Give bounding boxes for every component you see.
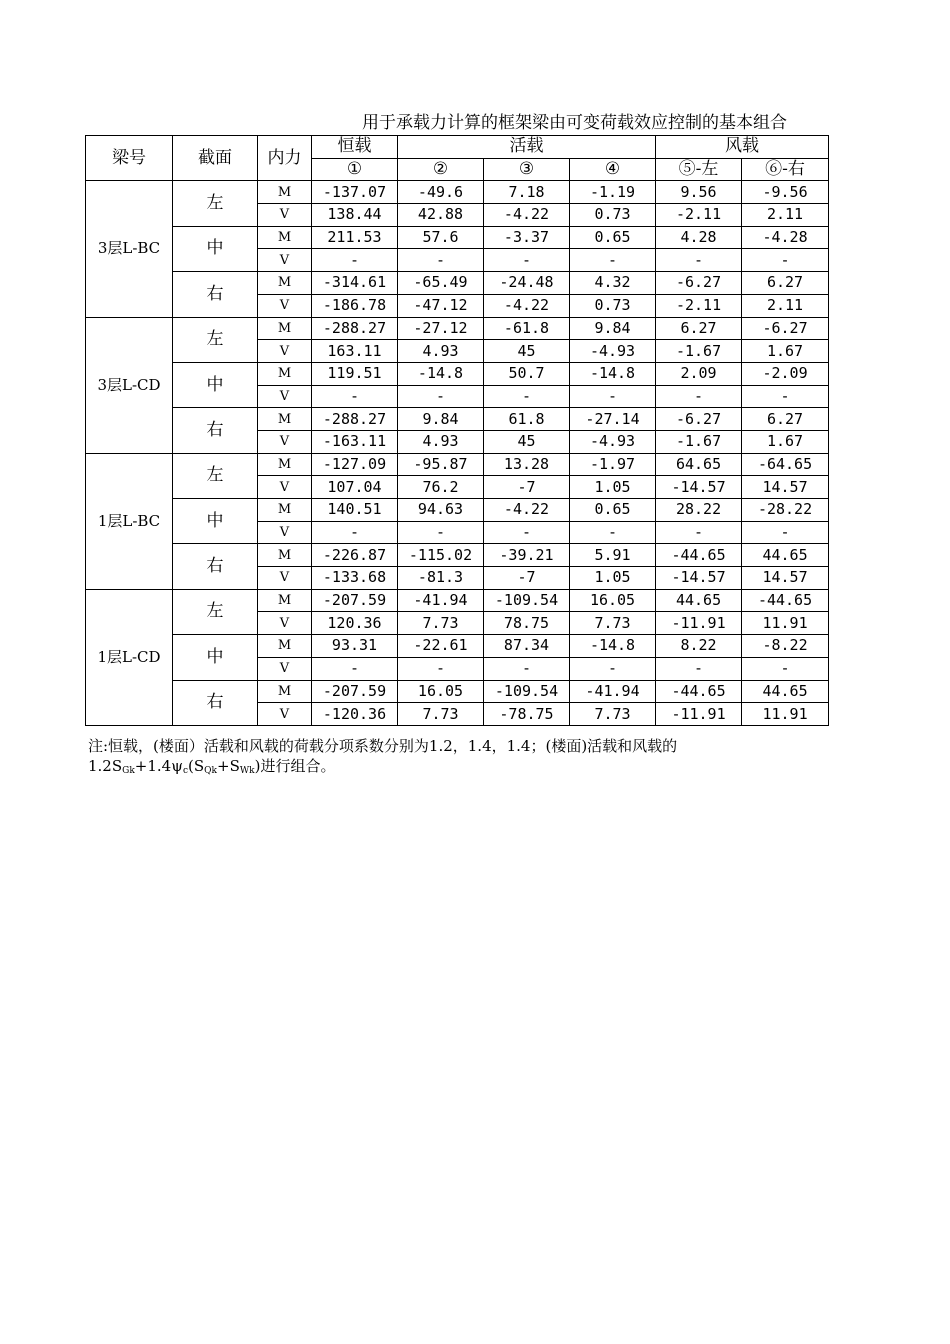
value-cell: 11.91 [742,612,829,635]
table-row [86,362,829,385]
section-label: 右 [173,408,258,453]
value-cell: -2.09 [742,362,829,385]
header-case-3: ③ [484,158,570,181]
value-cell: 9.56 [656,181,742,204]
value-cell: -44.65 [742,589,829,612]
value-cell: - [656,385,742,408]
beam-label: 3层L-BC [86,181,173,317]
value-cell: 87.34 [484,635,570,658]
value-cell: -4.22 [484,204,570,227]
header-case-5: ⑤-左 [656,158,742,181]
value-cell: - [398,385,484,408]
force-label: M [258,181,312,204]
value-cell: - [656,657,742,680]
value-cell: -95.87 [398,453,484,476]
force-label: V [258,476,312,499]
force-label: V [258,204,312,227]
section-label: 中 [173,499,258,544]
value-cell: 16.05 [398,680,484,703]
header-case-4: ④ [570,158,656,181]
value-cell: 7.18 [484,181,570,204]
force-label: M [258,272,312,295]
value-cell: - [570,521,656,544]
value-cell: -288.27 [312,317,398,340]
value-cell: 2.11 [742,204,829,227]
value-cell: - [398,657,484,680]
value-cell: 0.65 [570,499,656,522]
value-cell: -14.57 [656,476,742,499]
value-cell: -41.94 [570,680,656,703]
value-cell: -120.36 [312,703,398,726]
value-cell: -39.21 [484,544,570,567]
value-cell: 4.93 [398,340,484,363]
table-note [88,736,950,776]
value-cell: -24.48 [484,272,570,295]
value-cell: 6.27 [656,317,742,340]
header-section: 截面 [173,136,258,181]
force-label: V [258,249,312,272]
note-line-1: 注:恒载，(楼面）活载和风载的荷载分项系数分别为1.2，1.4，1.4；(楼面)活载和风载的 [88,737,678,755]
value-cell: 42.88 [398,204,484,227]
header-case-1: ① [312,158,398,181]
value-cell: -4.28 [742,226,829,249]
table-row [86,453,829,476]
value-cell: -64.65 [742,453,829,476]
section-label: 左 [173,181,258,226]
force-label: M [258,408,312,431]
value-cell: 0.73 [570,204,656,227]
value-cell: -11.91 [656,612,742,635]
force-label: M [258,317,312,340]
header-live-load: 活载 [398,136,656,159]
value-cell: 61.8 [484,408,570,431]
table-row [86,226,829,249]
value-cell: 16.05 [570,589,656,612]
value-cell: 8.22 [656,635,742,658]
value-cell: 50.7 [484,362,570,385]
value-cell: 94.63 [398,499,484,522]
header-case-6: ⑥-右 [742,158,829,181]
value-cell: -81.3 [398,567,484,590]
value-cell: -11.91 [656,703,742,726]
value-cell: - [742,385,829,408]
force-label: V [258,430,312,453]
value-cell: 4.28 [656,226,742,249]
value-cell: - [484,521,570,544]
value-cell: 107.04 [312,476,398,499]
value-cell: 1.05 [570,476,656,499]
value-cell: -207.59 [312,680,398,703]
value-cell: -47.12 [398,294,484,317]
beam-label: 1层L-BC [86,453,173,589]
value-cell: -49.6 [398,181,484,204]
value-cell: -7 [484,476,570,499]
value-cell: 9.84 [570,317,656,340]
value-cell: - [312,521,398,544]
force-label: V [258,340,312,363]
table-body [86,181,829,726]
value-cell: -127.09 [312,453,398,476]
section-label: 中 [173,635,258,680]
value-cell: -4.93 [570,430,656,453]
value-cell: -2.11 [656,204,742,227]
value-cell: -186.78 [312,294,398,317]
value-cell: 1.67 [742,430,829,453]
table-row [86,589,829,612]
value-cell: -27.12 [398,317,484,340]
value-cell: -207.59 [312,589,398,612]
value-cell: -226.87 [312,544,398,567]
force-label: V [258,567,312,590]
value-cell: 11.91 [742,703,829,726]
value-cell: 14.57 [742,476,829,499]
value-cell: 140.51 [312,499,398,522]
table-row [86,181,829,204]
value-cell: -314.61 [312,272,398,295]
value-cell: -6.27 [656,272,742,295]
value-cell: 93.31 [312,635,398,658]
value-cell: -2.11 [656,294,742,317]
value-cell: - [656,521,742,544]
value-cell: 14.57 [742,567,829,590]
value-cell: -4.22 [484,294,570,317]
value-cell: 7.73 [398,703,484,726]
value-cell: -1.67 [656,430,742,453]
value-cell: 57.6 [398,226,484,249]
value-cell: -61.8 [484,317,570,340]
value-cell: - [570,249,656,272]
value-cell: -22.61 [398,635,484,658]
table-row [86,680,829,703]
table-row [86,317,829,340]
value-cell: 0.65 [570,226,656,249]
section-label: 左 [173,317,258,362]
value-cell: - [312,657,398,680]
value-cell: 163.11 [312,340,398,363]
section-label: 中 [173,226,258,271]
value-cell: -44.65 [656,544,742,567]
value-cell: -9.56 [742,181,829,204]
section-label: 右 [173,680,258,725]
value-cell: -4.22 [484,499,570,522]
value-cell: 211.53 [312,226,398,249]
value-cell: 78.75 [484,612,570,635]
value-cell: 7.73 [398,612,484,635]
value-cell: -28.22 [742,499,829,522]
value-cell: 45 [484,340,570,363]
force-label: M [258,680,312,703]
value-cell: - [312,385,398,408]
force-label: M [258,453,312,476]
force-label: M [258,226,312,249]
value-cell: 138.44 [312,204,398,227]
table-title: 用于承载力计算的框架梁由可变荷载效应控制的基本组合 [362,113,787,133]
value-cell: -1.19 [570,181,656,204]
value-cell: - [742,249,829,272]
value-cell: 7.73 [570,612,656,635]
value-cell: -44.65 [656,680,742,703]
value-cell: 6.27 [742,408,829,431]
force-label: M [258,362,312,385]
value-cell: 45 [484,430,570,453]
value-cell: - [656,249,742,272]
value-cell: -8.22 [742,635,829,658]
header-dead-load: 恒载 [312,136,398,159]
force-label: V [258,703,312,726]
header-wind-load: 风载 [656,136,829,159]
value-cell: - [742,657,829,680]
value-cell: 1.67 [742,340,829,363]
value-cell: -109.54 [484,589,570,612]
value-cell: -78.75 [484,703,570,726]
value-cell: -41.94 [398,589,484,612]
table-row [86,499,829,522]
header-case-2: ② [398,158,484,181]
header-force: 内力 [258,136,312,181]
value-cell: -288.27 [312,408,398,431]
table-row [86,635,829,658]
value-cell: - [398,249,484,272]
table-row [86,408,829,431]
section-label: 左 [173,453,258,498]
value-cell: 13.28 [484,453,570,476]
force-label: M [258,635,312,658]
value-cell: - [484,249,570,272]
value-cell: 76.2 [398,476,484,499]
value-cell: 1.05 [570,567,656,590]
value-cell: -6.27 [656,408,742,431]
load-effect-table [85,135,829,726]
value-cell: 9.84 [398,408,484,431]
value-cell: -4.93 [570,340,656,363]
value-cell: -1.97 [570,453,656,476]
value-cell: 0.73 [570,294,656,317]
value-cell: -1.67 [656,340,742,363]
value-cell: -14.8 [398,362,484,385]
value-cell: -7 [484,567,570,590]
section-label: 左 [173,589,258,634]
section-label: 中 [173,362,258,407]
value-cell: -3.37 [484,226,570,249]
force-label: V [258,521,312,544]
value-cell: -27.14 [570,408,656,431]
value-cell: 6.27 [742,272,829,295]
beam-label: 1层L-CD [86,589,173,725]
beam-label: 3层L-CD [86,317,173,453]
value-cell: 28.22 [656,499,742,522]
table-row [86,544,829,567]
value-cell: -14.8 [570,362,656,385]
header-beam-no: 梁号 [86,136,173,181]
value-cell: 120.36 [312,612,398,635]
value-cell: -163.11 [312,430,398,453]
value-cell: -14.57 [656,567,742,590]
value-cell: -14.8 [570,635,656,658]
force-label: M [258,589,312,612]
force-label: M [258,499,312,522]
value-cell: -137.07 [312,181,398,204]
force-label: V [258,657,312,680]
value-cell: 2.11 [742,294,829,317]
value-cell: 64.65 [656,453,742,476]
value-cell: - [742,521,829,544]
value-cell: 2.09 [656,362,742,385]
value-cell: -133.68 [312,567,398,590]
force-label: M [258,544,312,567]
value-cell: - [484,385,570,408]
value-cell: 119.51 [312,362,398,385]
value-cell: -65.49 [398,272,484,295]
force-label: V [258,612,312,635]
value-cell: - [570,385,656,408]
value-cell: - [484,657,570,680]
force-label: V [258,385,312,408]
value-cell: -109.54 [484,680,570,703]
value-cell: 5.91 [570,544,656,567]
section-label: 右 [173,272,258,317]
value-cell: -115.02 [398,544,484,567]
value-cell: 44.65 [742,544,829,567]
value-cell: 44.65 [742,680,829,703]
value-cell: 4.32 [570,272,656,295]
value-cell: - [398,521,484,544]
value-cell: - [570,657,656,680]
value-cell: 44.65 [656,589,742,612]
section-label: 右 [173,544,258,589]
value-cell: - [312,249,398,272]
value-cell: 7.73 [570,703,656,726]
force-label: V [258,294,312,317]
note-line-2: $1.2S_{Gk}+1.4\psi_c(S_{Qk}+S_{Wk})$进行组合。 [88,757,336,776]
value-cell: 4.93 [398,430,484,453]
value-cell: -6.27 [742,317,829,340]
table-row [86,272,829,295]
